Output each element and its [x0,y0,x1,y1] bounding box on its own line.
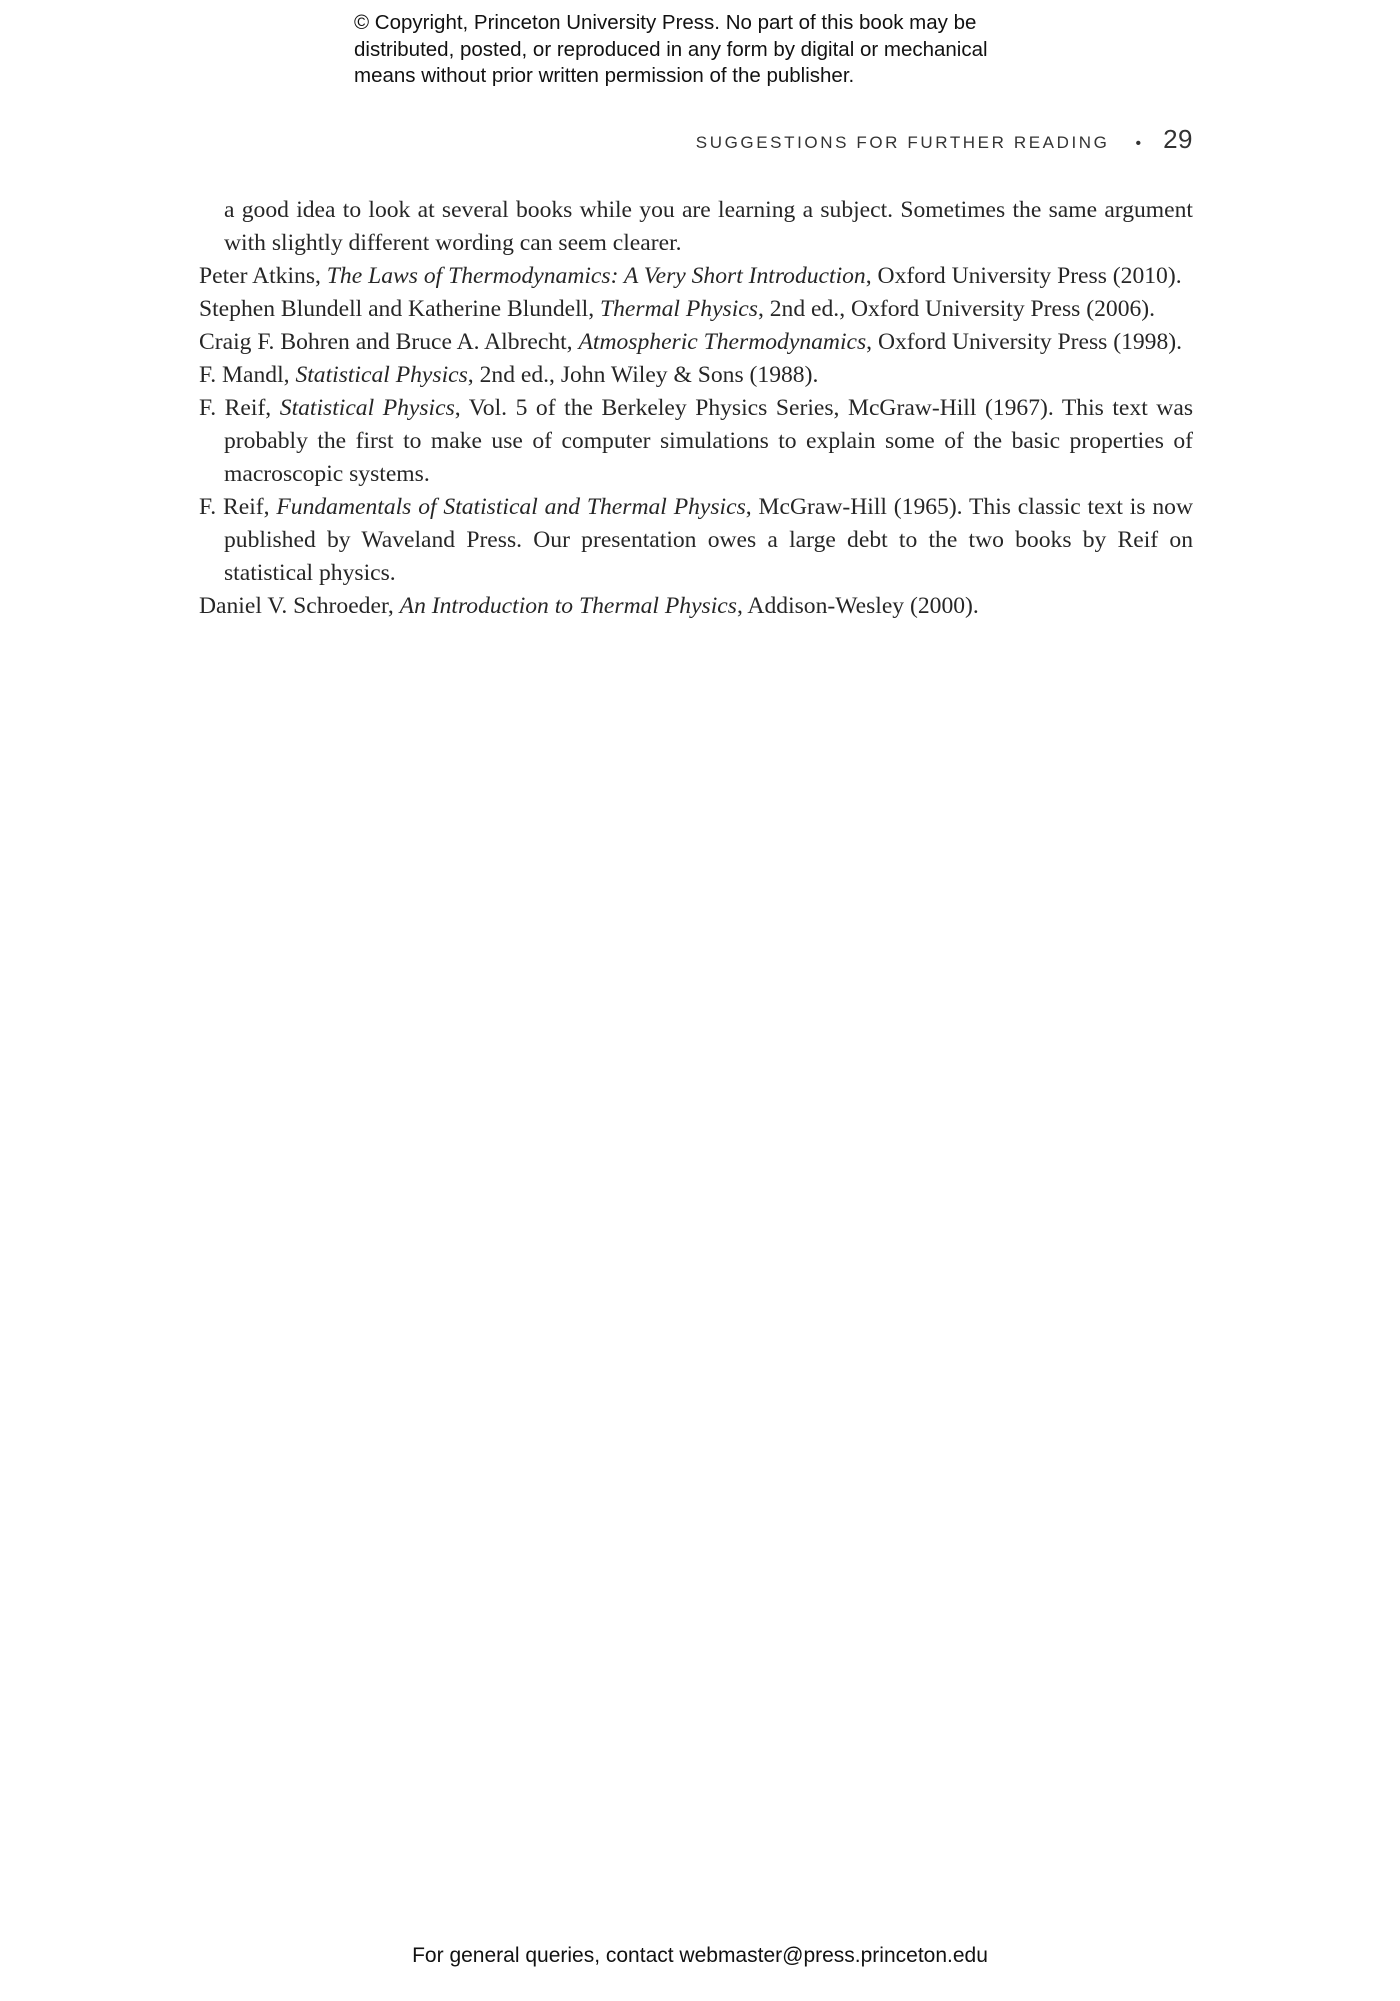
reading-list [199,194,1193,623]
copyright-line: © Copyright, Princeton University Press. No part of this book may be [354,11,977,34]
reference-entry [199,260,1193,293]
reference-author: Craig F. Bohren and Bruce A. Albrecht, [199,329,579,355]
reference-details: , Addison-Wesley (2000). [736,593,979,619]
reference-title: Statistical Physics [279,395,455,421]
reference-title: Thermal Physics [600,296,758,322]
reference-details: , McGraw-Hill (1965). This classic text is now published by Waveland Press. Our presentation owes a large debt to the two books by Reif on statistical physics. [224,494,1193,586]
reference-author: Daniel V. Schroeder, [199,593,400,619]
reference-entry [199,392,1193,491]
section-title: SUGGESTIONS FOR FURTHER READING [695,133,1110,152]
intro-continuation: a good idea to look at several books while you are learning a subject. Sometimes the same argument with slightly different wording can seem clearer. [224,197,1193,256]
reference-details: , 2nd ed., John Wiley & Sons (1988). [467,362,819,388]
reference-details: , Oxford University Press (1998). [866,329,1183,355]
reference-entry [199,326,1193,359]
separator-bullet: • [1135,135,1142,152]
reference-author: Stephen Blundell and Katherine Blundell, [199,296,601,322]
reference-title: An Introduction to Thermal Physics [399,593,737,619]
page-number: 29 [1163,124,1193,154]
reference-details: , Oxford University Press (2010). [865,263,1182,289]
reference-author: F. Reif, [199,395,280,421]
reference-title: Atmospheric Thermodynamics [578,329,867,355]
reference-details: , 2nd ed., Oxford University Press (2006). [757,296,1156,322]
reference-entry [199,491,1193,590]
copyright-line: distributed, posted, or reproduced in any form by digital or mechanical [354,37,988,61]
reference-details: , Vol. 5 of the Berkeley Physics Series, McGraw-Hill (1967). This text was probably the first to make use of computer simulations to explain some of the basic properties of macroscopic systems. [224,395,1193,487]
reference-entry [199,590,1193,623]
footer-contact [0,1944,1400,1968]
reference-author: Peter Atkins, [199,263,327,289]
reference-entry [199,293,1193,326]
reference-author: F. Mandl, [199,362,296,388]
running-head [696,124,1193,155]
reference-title: Statistical Physics [295,362,468,388]
copyright-notice [354,10,1074,90]
copyright-line: means without prior written permission of the publisher. [354,64,855,87]
footer-text: For general queries, contact webmaster@press.princeton.edu [412,1944,988,1967]
reference-entry [199,359,1193,392]
reference-author: F. Reif, [199,494,277,520]
reference-title: The Laws of Thermodynamics: A Very Short Introduction [326,263,866,289]
reference-title: Fundamentals of Statistical and Thermal Physics [276,494,746,520]
